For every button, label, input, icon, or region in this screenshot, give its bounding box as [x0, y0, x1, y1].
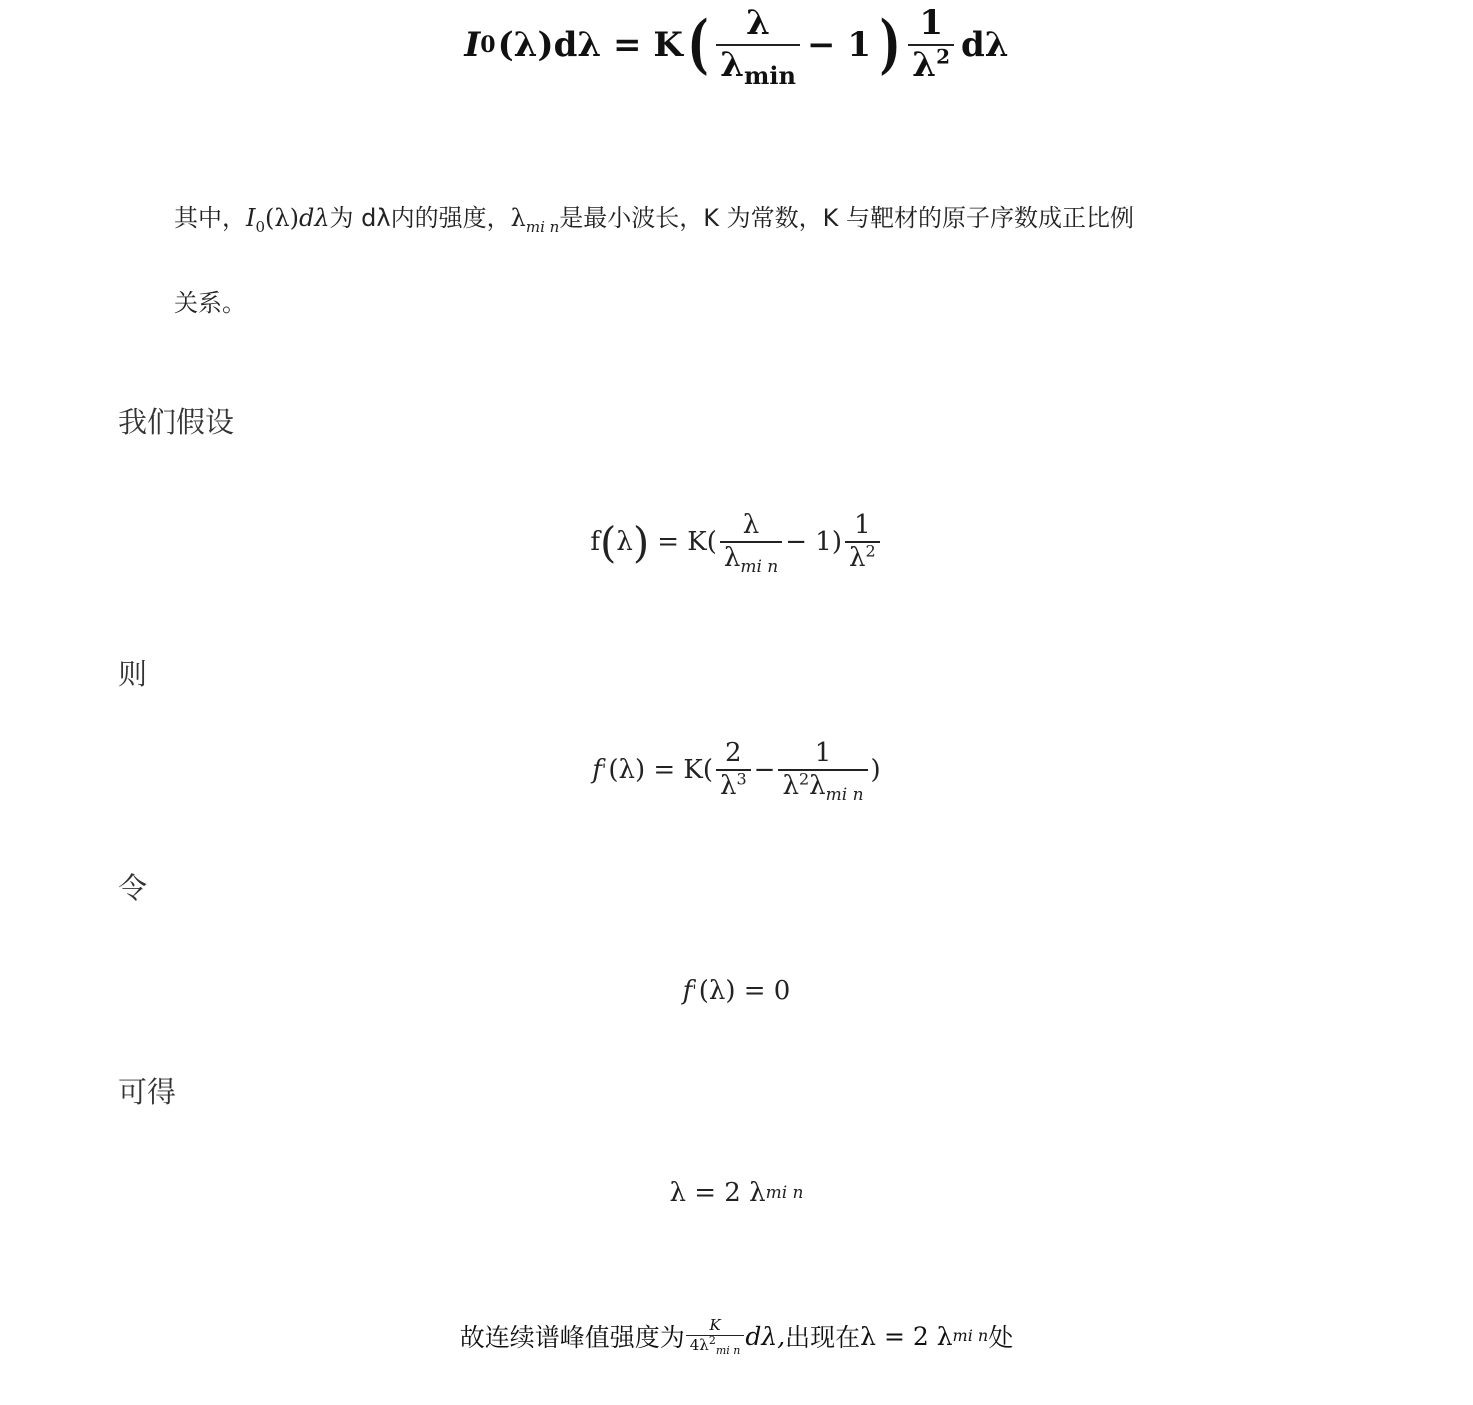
conclusion-lambda-eq: λ = 2 λ: [860, 1321, 953, 1351]
eq-f-fraction-2: [845, 512, 880, 573]
eq-f-paren-close: ): [632, 517, 650, 567]
eq-top-frac2-num: 1: [919, 3, 943, 43]
label-assume: 我们假设: [118, 405, 235, 439]
eq-top-fraction: [716, 3, 800, 90]
conclusion-mid: 出现在: [785, 1323, 861, 1352]
conclusion-fraction: [686, 1316, 745, 1357]
eq-f-minus-one: − 1): [785, 527, 842, 558]
eq-top-frac-num: λ: [746, 3, 771, 43]
equation-f-prime: f ' (λ) = K( $\frac{2}{\lambda^3}$ − $\frac{1}{\lambda^2\lambda_{mi n}}$ ): [592, 738, 881, 806]
para-dlambda: dλ: [298, 204, 330, 232]
para-part1: 为 dλ内的强度，: [329, 204, 511, 232]
eq-f-fraction: [720, 510, 782, 578]
eq-top-lhs: I: [464, 24, 481, 65]
para-part2: 是最小波长，K 为常数，K 与靶材的原子序数成正比例: [559, 204, 1135, 232]
explanation-line-1: [174, 198, 1314, 236]
eq-lambda-lhs: λ = 2 λ: [669, 1178, 766, 1208]
eq-top-lhs-rest: (λ)dλ = K: [497, 24, 683, 65]
eq-f-frac-num: λ: [742, 510, 760, 540]
eq-zero-rest: (λ) = 0: [698, 976, 791, 1006]
equation-zero: f ' (λ) = 0: [682, 976, 791, 1006]
eq-f-frac2-den: $\lambda^2$: [845, 541, 880, 572]
conclusion-dlambda: dλ,: [745, 1321, 786, 1351]
eq-fp-arg: (λ) = K(: [608, 755, 713, 786]
eq-fp-frac1-num: 2: [725, 738, 742, 768]
explanation-paragraph: [174, 198, 1314, 318]
eq-top-paren-open: (: [687, 6, 709, 82]
eq-top-minus-one: − 1: [807, 24, 871, 65]
eq-f-frac-den: $\lambda_{mi n}$: [720, 541, 782, 572]
eq-top-tail: dλ: [961, 24, 1009, 65]
conclusion-line: 故连续谱峰值强度为 $\frac{K}{4\lambda^2_{mi n}}$ dλ, 出现在 λ = 2 λ mi n 处: [459, 1316, 1014, 1357]
eq-fp-fraction-2: [778, 738, 867, 806]
equation-lambda: λ = 2 λ mi n: [669, 1178, 804, 1208]
eq-fp-frac2-num: 1: [814, 738, 832, 768]
eq-top-frac2-den: $\lambda^2$: [908, 44, 954, 84]
label-let: 令: [118, 871, 148, 905]
equation-f: [0, 510, 1473, 578]
eq-fp-f: f: [592, 755, 602, 786]
label-then: 则: [118, 657, 148, 691]
eq-fp-close: ): [870, 755, 881, 786]
eq-f-paren-open: (: [599, 517, 617, 567]
eq-zero-f: f: [682, 976, 693, 1006]
conclusion-prefix: 故连续谱峰值强度为: [459, 1323, 685, 1352]
para-I-sub: 0: [255, 217, 266, 236]
eq-f-frac2-num: 1: [854, 510, 871, 540]
eq-fp-fraction-1: [716, 740, 751, 801]
label-get: 可得: [118, 1075, 177, 1109]
eq-top-fraction-2: [908, 3, 954, 85]
eq-fp-frac1-den: $\lambda^3$: [716, 769, 751, 800]
eq-top-paren-close: ): [879, 6, 901, 82]
explanation-line-2: 关系。: [174, 289, 246, 317]
para-prefix: 其中，: [174, 204, 246, 232]
para-I-rest: (λ): [265, 204, 299, 232]
eq-fp-minus: −: [753, 755, 776, 786]
eq-top-frac-den: $\lambda_{min}$: [716, 44, 800, 84]
eq-f-var: λ: [616, 527, 633, 558]
equation-intensity: I 0 (λ)dλ = K ( $\frac{\lambda}{\lambda_{min}}$ − 1 ) $\frac{1}{\lambda^2}$ dλ: [464, 3, 1009, 90]
conclusion-frac-den: $4\lambda^2_{mi n}$: [686, 1335, 745, 1354]
conclusion-suffix: 处: [988, 1323, 1014, 1352]
conclusion-frac-num: K: [709, 1316, 721, 1335]
para-I: I: [246, 204, 256, 232]
para-lambda-sub: mi n: [525, 217, 560, 236]
eq-fp-frac2-den: $\lambda^2\lambda_{mi n}$: [778, 769, 867, 800]
eq-f-lhs: f: [590, 527, 600, 558]
para-lambda: λ: [510, 204, 526, 232]
eq-f-eq-k: = K(: [657, 527, 717, 558]
